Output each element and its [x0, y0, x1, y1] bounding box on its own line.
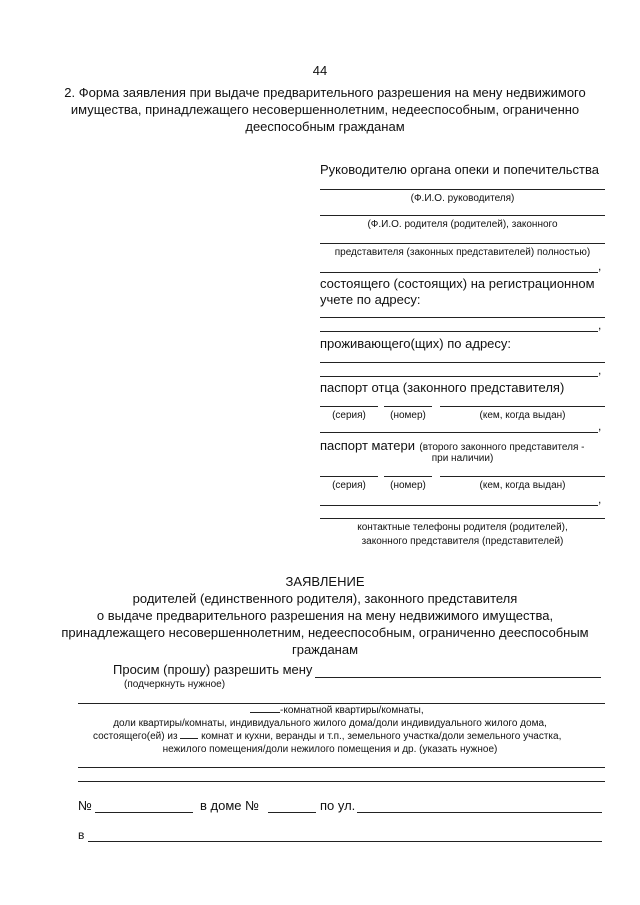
father-issued-line[interactable]: [440, 406, 605, 407]
father-passport-label: паспорт отца (законного представителя): [320, 380, 565, 395]
in-label: в: [78, 828, 85, 842]
house-number-line[interactable]: [268, 812, 316, 813]
house-label: в доме №: [200, 798, 260, 813]
father-issued-caption: (кем, когда выдан): [479, 410, 566, 421]
mother-series-line[interactable]: [320, 476, 378, 477]
mother-passport-label: паспорт матери (второго законного представителя -: [320, 438, 585, 453]
apartment-number-line[interactable]: [95, 812, 193, 813]
page-number: 44: [312, 63, 328, 78]
father-number-line[interactable]: [384, 406, 432, 407]
parent-caption-1: (Ф.И.О. родителя (родителей), законного: [367, 219, 558, 230]
mother-number-caption: (номер): [390, 480, 426, 491]
contacts-line[interactable]: [320, 518, 605, 519]
location-line[interactable]: [88, 841, 602, 842]
blank-line-2[interactable]: [78, 781, 605, 782]
father-series-line[interactable]: [320, 406, 378, 407]
residing-address-line-1[interactable]: [320, 362, 605, 363]
no-label: №: [78, 798, 92, 813]
parent-name-line-2[interactable]: [320, 243, 605, 244]
mother-issued-caption: (кем, когда выдан): [479, 480, 566, 491]
section-title-line-2: имущества, принадлежащего несовершеннолетним, недееспособным, ограниченно: [70, 102, 580, 117]
statement-title: ЗАЯВЛЕНИЕ: [285, 574, 365, 589]
section-title-line-3: дееспособным гражданам: [245, 119, 405, 134]
registered-address-label: состоящего (состоящих) на регистрационном учете по адресу:: [320, 276, 595, 307]
section-title-line-1: 2. Форма заявления при выдаче предварительного разрешения на мену недвижимого: [64, 85, 586, 100]
consisting-line: состоящего(ей) из комнат и кухни, веранды и т.п., земельного участка/доли земельного участка,: [93, 731, 562, 742]
street-line[interactable]: [357, 812, 602, 813]
contacts-caption: контактные телефоны родителя (родителей), законного представителя (представителей): [357, 522, 568, 547]
request-line-2[interactable]: [78, 703, 605, 704]
father-number-caption: (номер): [390, 410, 426, 421]
street-label: по ул.: [320, 798, 356, 813]
head-name-caption: (Ф.И.О. руководителя): [410, 193, 515, 204]
parent-name-line-3[interactable]: [320, 272, 598, 273]
blank-line-1[interactable]: [78, 767, 605, 768]
father-series-caption: (серия): [332, 410, 366, 421]
residing-address-line-2[interactable]: [320, 376, 598, 377]
statement-heading: ЗАЯВЛЕНИЕ родителей (единственного родителя), законного представителя о выдаче предварительного разрешения на мену недвижимого имущества, принадлежащего несовершеннолетним, недееспособным, ограниченно дееспособным гражданам: [40, 573, 610, 658]
mother-passport-line[interactable]: [320, 505, 598, 506]
father-passport-line[interactable]: [320, 432, 598, 433]
addressee-to: Руководителю органа опеки и попечительства: [320, 162, 599, 177]
nonresidential-line: нежилого помещения/доли нежилого помещения и др. (указать нужное): [162, 744, 498, 755]
mother-number-line[interactable]: [384, 476, 432, 477]
underline-note: (подчеркнуть нужное): [124, 679, 226, 690]
request-line[interactable]: [315, 677, 601, 678]
rooms-line: -комнатной квартиры/комнаты,: [250, 705, 424, 716]
parent-name-line-1[interactable]: [320, 215, 605, 216]
parent-caption-2: представителя (законных представителей) полностью): [334, 247, 591, 258]
mother-note-2: при наличии): [431, 453, 494, 464]
share-line: доли квартиры/комнаты, индивидуального жилого дома/доли индивидуального жилого дома,: [113, 718, 547, 729]
section-title: [60, 84, 590, 135]
request-label: Просим (прошу) разрешить мену: [113, 662, 313, 677]
registered-address-line-2[interactable]: [320, 331, 598, 332]
residing-address-label: проживающего(щих) по адресу:: [320, 336, 512, 351]
mother-series-caption: (серия): [332, 480, 366, 491]
registered-address-line-1[interactable]: [320, 317, 605, 318]
mother-issued-line[interactable]: [440, 476, 605, 477]
head-name-line[interactable]: [320, 189, 605, 190]
